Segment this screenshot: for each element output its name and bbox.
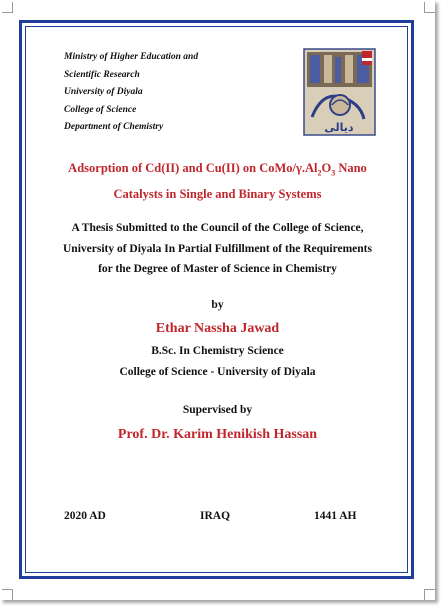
year-ad: 2020 AD	[64, 510, 106, 522]
ministry-block	[64, 49, 198, 137]
thesis-line: for the Degree of Master of Science in Chemistry	[98, 263, 337, 275]
year-ah: 1441 AH	[314, 510, 357, 522]
crop-mark-top-left	[2, 2, 13, 13]
title-subscript: 3	[331, 168, 336, 178]
thesis-statement	[40, 218, 395, 280]
title-line-1-suffix: Nano	[335, 161, 367, 175]
department-line: Department of Chemistry	[64, 122, 164, 133]
country: IRAQ	[200, 510, 231, 522]
supervisor-name: Prof. Dr. Karim Henikish Hassan	[117, 427, 318, 442]
title-line-1-text: Adsorption of Cd(II) and Cu(II) on CoMo/γ.Al	[68, 161, 318, 175]
title-line-2: Catalysts in Single and Binary Systems	[113, 186, 322, 201]
crop-mark-top-right	[424, 2, 435, 13]
thesis-title	[40, 158, 395, 205]
title-line-1	[40, 158, 395, 184]
college-line: College of Science	[64, 104, 137, 115]
logo-text: ديالى	[324, 121, 354, 134]
thesis-line: A Thesis Submitted to the Council of the College of Science,	[71, 222, 364, 234]
title-subscript: 2	[317, 168, 322, 178]
ministry-line: Ministry of Higher Education and	[64, 52, 199, 62]
supervised-by-label: Supervised by	[182, 404, 253, 416]
author-college: College of Science - University of Diyala	[119, 366, 316, 378]
by-label: by	[211, 299, 224, 311]
thesis-line: University of Diyala In Partial Fulfillment of the Requirements	[63, 242, 372, 255]
crop-mark-bottom-left	[2, 589, 13, 600]
author-degree: B.Sc. In Chemistry Science	[151, 345, 284, 357]
author-name: Ethar Nassha Jawad	[155, 321, 280, 336]
crop-mark-bottom-right	[424, 589, 435, 600]
university-line: University of Diyala	[64, 87, 143, 98]
title-line-1-oxygen: O	[321, 161, 332, 175]
university-logo	[302, 47, 377, 137]
ministry-line: Scientific Research	[64, 69, 140, 80]
